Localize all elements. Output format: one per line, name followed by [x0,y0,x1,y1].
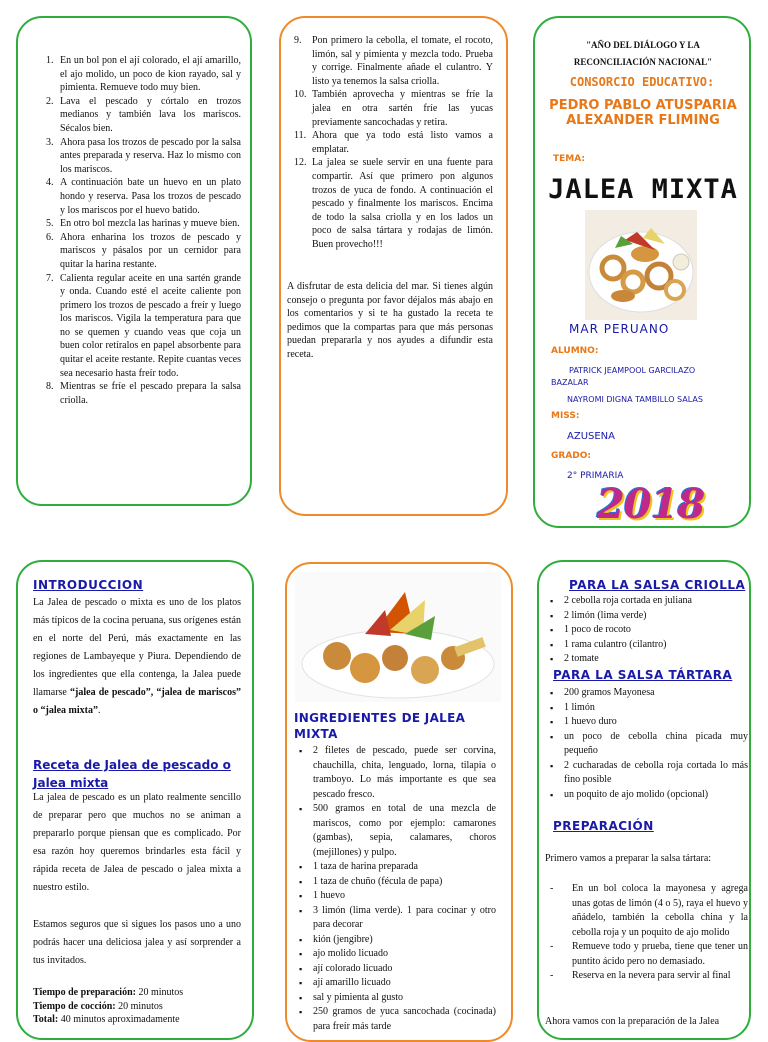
step-item [46,176,241,217]
grado-value: 2° PRIMARIA [567,471,624,481]
preparation-heading: PREPARACIÓN [553,819,654,833]
cook-time: Tiempo de cocción: 20 minutos [33,1000,163,1012]
ingredient-item: ▪ 3 limón (lima verde). 1 para cocinar y otro para decorar [313,904,496,933]
ingredient-item: ▪ sal y pimienta al gusto [313,991,496,1006]
dash-marker: - [550,970,554,981]
consortium-title: CONSORCIO EDUCATIVO: [569,75,715,89]
prep-tail: Ahora vamos con la preparación de la Jalea [545,1016,720,1027]
fried-seafood-illustration [585,210,697,320]
tema-label: TEMA: [553,154,585,164]
ingredients-list [313,744,496,1034]
prep-step-item [550,940,748,969]
step-item [46,380,241,407]
grado-label: GRADO: [551,451,592,461]
intro-bold-names: “jalea de pescado”, “jalea de mariscos” o “jalea mixta” [33,687,241,716]
step-item [46,217,241,231]
year-logo: 2018 [597,481,705,528]
tartara-item: ▪ 1 huevo duro [564,715,748,730]
step-number: 10. [294,89,307,101]
ingredient-item: ▪ 500 gramos en total de una mezcla de mariscos, como por ejemplo: camarones (gambas), sepia, calamares, choros (mejillones) y pulpo. [313,802,496,860]
tartara-item: ▪ 200 gramos Mayonesa [564,686,748,701]
panel-sauces [537,560,751,1040]
criolla-item: ▪ 2 limón (lima verde) [564,609,748,624]
prep-step-item [550,882,748,940]
ingredient-item: ▪ 2 filetes de pescado, puede ser corvina, chauchilla, chita, lenguado, lorna, tilapia o tramboyo. Lo más importante es que sea pescado fresco. [313,744,496,802]
step-text: La jalea se suele servir en una fuente para compartir. Así que primero pon algunos trozos de yuca de fondo. A continuación el pescado y finalmente los mariscos. Encima de todo la salsa criolla y en los lados un poco de salsa tártara y rodajas de limón. Buen provecho!!! [312,157,493,250]
step-text: Calienta regular aceite en una sartén grande y onda. Cuando esté el aceite caliente pon primero los trozos de pescado a freír y luego los mariscos. Vigila la temperatura para que no se quemen y cuando veas que coja un buen color retíralos en papel absorbente para quitar el aceite restante. Repite cuantas veces sea necesario hasta freír todo. [60,272,241,379]
step-item [46,54,241,95]
ingredient-item: ▪ 1 taza de chuño (fécula de papa) [313,875,496,890]
step-text: Mientras se fríe el pescado prepara la salsa criolla. [60,381,241,406]
step-text: Ahora enharina los trozos de pescado y mariscos y pásalos por un cernidor para quitar la harina restante. [60,231,241,270]
panel-intro [16,560,254,1040]
dash-marker: - [550,883,554,894]
step-text: En otro bol mezcla las harinas y mueve bien. [60,218,240,230]
step-item [46,136,241,177]
ingredient-item: ▪ 1 huevo [313,889,496,904]
intro-paragraph [33,594,241,720]
ingredient-item: ▪ kión (jengibre) [313,933,496,948]
school-name: PEDRO PABLO ATUSPARIA ALEXANDER FLIMING [549,98,737,128]
dash-marker: - [550,941,554,952]
step-number: 5. [46,218,54,230]
ingredient-item: ▪ ajo molido licuado [313,947,496,962]
step-number: 4. [46,177,54,189]
cover-subtitle: MAR PERUANO [569,322,670,336]
step-text: A continuación bate un huevo en un plato hondo y reserva. Pasa los trozos de pescado y los mariscos por el huevo batido. [60,177,241,216]
step-number: 11. [294,130,307,142]
intro-text-end: . [98,705,101,716]
intro-heading: INTRODUCCION [33,578,144,592]
criolla-heading: PARA LA SALSA CRIOLLA [569,578,746,592]
step-text: Ahora pasa los trozos de pescado por la salsa antes preparada y reserva. Haz lo mismo con los mariscos. [60,136,241,175]
step-number: 12. [294,157,307,169]
step-number: 3. [46,136,54,148]
prep-time: Tiempo de preparación: 20 minutos [33,987,184,998]
step-item [46,272,241,381]
step-number: 8. [46,381,54,393]
criolla-item: ▪ 2 tomate [564,652,748,667]
step-number: 2. [46,95,54,107]
step-item [294,34,493,88]
step-number: 7. [46,272,54,284]
prep-step-text: Remueve todo y prueba, tiene que tener un puntito ácido pero no demasiado. [572,941,748,967]
tartara-item: ▪ un poquito de ajo molido (opcional) [564,788,748,803]
criolla-list [564,594,748,667]
tartara-list [564,686,748,802]
step-item [294,88,493,129]
ingredient-item: ▪ ají amarillo licuado [313,976,496,991]
panel-cover [533,16,751,528]
step-item [294,156,493,251]
tartara-item: ▪ 2 cucharadas de cebolla roja cortada lo más fino posible [564,759,748,788]
recipe-paragraph: La jalea de pescado es un plato realmente sencillo de preparar pero que muchos no se animan a prepararlo porque piensan que es complicado. Por esa razón hoy queremos brindarles esta fácil y rápida receta de Jalea de pescado o jalea mixta a nuestro estilo. [33,792,241,893]
tartara-item: ▪ un poco de cebolla china picada muy pequeño [564,730,748,759]
motto: "AÑO DEL DIÁLOGO Y LA RECONCILIACIÓN NACIONAL" [573,40,713,67]
seafood-photo [295,572,501,702]
prep-steps-list [550,882,748,984]
step-number: 6. [46,231,54,243]
tartara-item: ▪ 1 limón [564,701,748,716]
closing-text: A disfrutar de esta delicia del mar. Si tienes algún consejo o pregunta por favor déjalos más abajo en los comentarios y si te ha gustado la receta te pedimos que la compartas para que más personas puedan prepararla y nos ayudes a difundir esta receta. [287,281,493,360]
panel-steps-2 [279,16,508,516]
step-text: Ahora que ya todo está listo vamos a emplatar. [312,130,493,155]
times-block [33,986,243,1027]
prep-step-text: En un bol coloca la mayonesa y agrega unas gotas de limón (4 o 5), raya el huevo y añádelo, también la cebolla china y la cebolla roja y un poquito de ajo molido [572,883,748,938]
miss-name: AZUSENA [567,431,615,442]
alumno-label: ALUMNO: [551,346,599,356]
steps-list-1 [46,54,241,407]
step-number: 9. [294,35,302,46]
step-item [46,231,241,272]
jalea-photo [585,210,697,320]
student-2: NAYROMI DIGNA TAMBILLO SALAS [567,395,703,404]
recipe-heading: Receta de Jalea de pescado o Jalea mixta [33,758,231,790]
step-number: 1. [46,55,54,66]
prep-step-text: Reserva en la nevera para servir al final [572,970,731,981]
miss-label: MISS: [551,411,580,421]
ingredient-item: ▪ 250 gramos de yuca sancochada (cocinada) para freír más tarde [313,1005,496,1034]
step-text: También aprovecha y mientras se fríe la jalea en otra sartén fríe las yucas previamente sancochadas y retira. [312,89,493,128]
cover-title: JALEA MIXTA [548,174,738,205]
criolla-item: ▪ 1 rama culantro (cilantro) [564,638,748,653]
step-text: En un bol pon el ají colorado, el ají amarillo, el ajo molido, un poco de kion rayado, sal y pimienta. Remueve todo muy bien. [60,55,241,94]
criolla-item: ▪ 2 cebolla roja cortada en juliana [564,594,748,609]
ingredient-item: ▪ 1 taza de harina preparada [313,860,496,875]
prep-step-item [550,969,748,984]
step-item [46,95,241,136]
total-time: Total: 40 minutos aproximadamente [33,1014,180,1025]
invite-paragraph: Estamos seguros que si sigues los pasos uno a uno podrás hacer una deliciosa jalea y así sorprender a tus invitados. [33,919,241,966]
steps-list-2 [294,34,493,252]
prep-intro: Primero vamos a preparar la salsa tártara: [545,853,712,864]
step-item [294,129,493,156]
ingredient-item: ▪ ají colorado licuado [313,962,496,977]
tartara-heading: PARA LA SALSA TÁRTARA [553,668,733,682]
student-1: PATRICK JEAMPOOL GARCILAZO BAZALAR [551,366,696,387]
criolla-item: ▪ 1 poco de rocoto [564,623,748,638]
panel-steps-1 [16,16,252,506]
ingredients-heading: INGREDIENTES DE JALEA MIXTA [294,711,466,741]
panel-ingredients [285,562,513,1042]
intro-text: La Jalea de pescado o mixta es uno de los platos más típicos de la cocina peruana, sus orígenes están en el norte del Perú, más exactamente en las regiones de Lambayeque y Piura. Dependiendo de los ingredientes que ella contenga, la Jalea puede llamarse [33,597,241,698]
jalea-plate-illustration [295,572,501,702]
step-text: Pon primero la cebolla, el tomate, el rocoto, limón, sal y pimienta y mezcla todo. Prueba y corrige. Finalmente añade el culantro. Y listo ya tenemos la salsa criolla. [312,35,493,87]
step-text: Lava el pescado y córtalo en trozos medianos y también lava los mariscos. Sécalos bien. [60,95,241,134]
